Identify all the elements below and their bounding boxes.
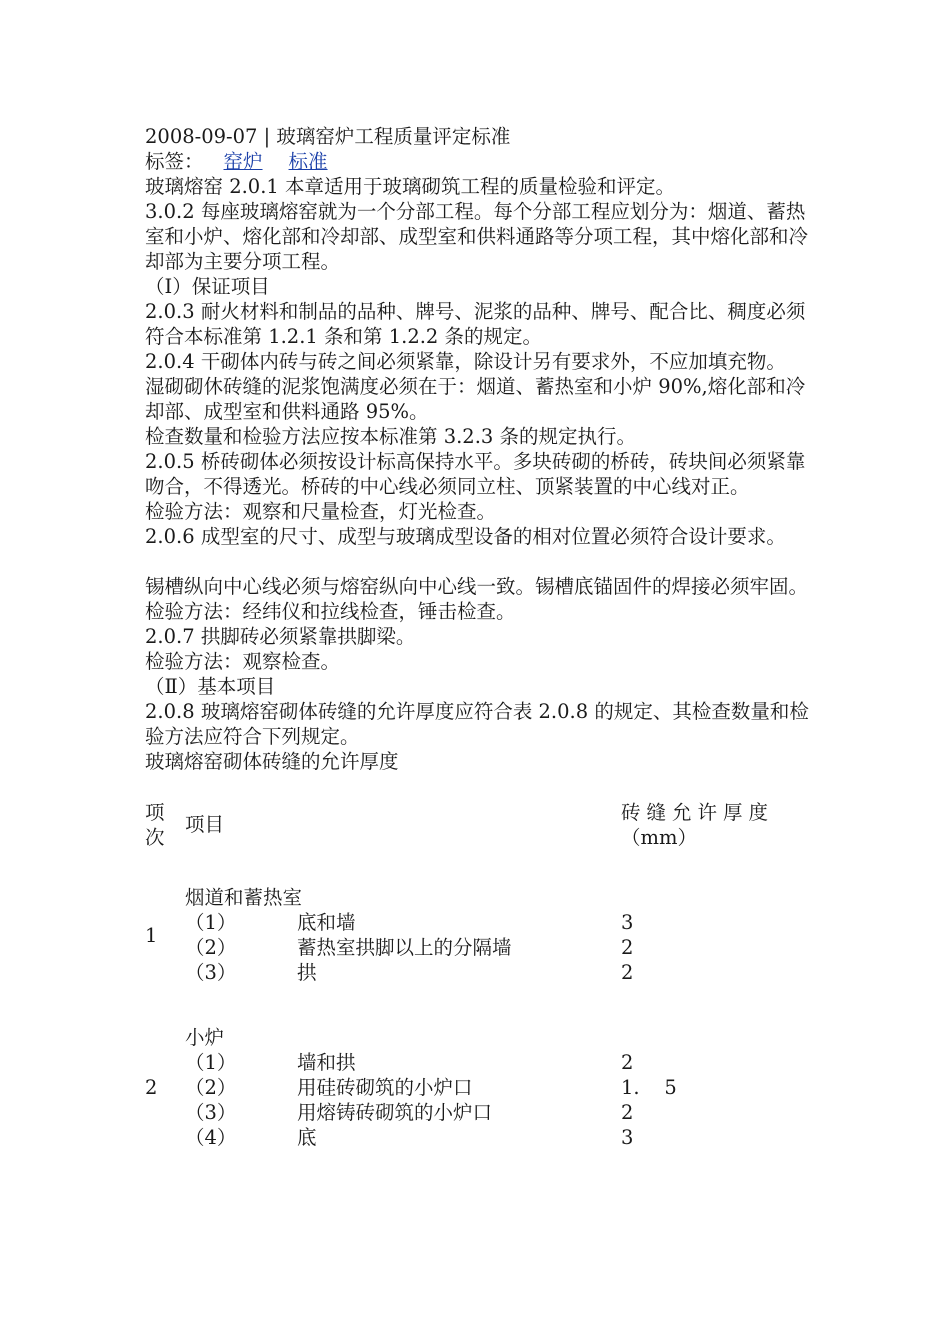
document-page [145, 124, 825, 1150]
row-name: 蓄热室拱脚以上的分隔墙 [297, 936, 512, 959]
paragraph-inspection-method-2: 检验方法：经纬仪和拉线检查，锤击检查。 [145, 600, 516, 623]
row-index: （1） [185, 911, 237, 934]
header-item: 项目 [185, 813, 225, 836]
row-value: 2 [621, 1051, 634, 1074]
table-group-1 [145, 885, 825, 985]
paragraph-inspection-method-3: 检验方法：观察检查。 [145, 650, 341, 673]
row-name: 底和墙 [297, 911, 356, 934]
tags-line [145, 149, 825, 174]
table-row [145, 910, 825, 935]
row-index: （4） [185, 1126, 237, 1149]
tag-link-kiln[interactable]: 窑炉 [223, 150, 263, 173]
tags-label: 标签： [145, 150, 204, 173]
group-title: 烟道和蓄热室 [185, 886, 303, 909]
group-title: 小炉 [185, 1026, 225, 1049]
row-index: （3） [185, 961, 237, 984]
row-name: 墙和拱 [297, 1051, 356, 1074]
row-name: 拱 [297, 961, 317, 984]
paragraph-2-0-4: 2.0.4 干砌体内砖与砖之间必须紧靠，除设计另有要求外，不应加填充物。 [145, 350, 786, 373]
paragraph-2-0-6: 2.0.6 成型室的尺寸、成型与玻璃成型设备的相对位置必须符合设计要求。 [145, 525, 786, 548]
paragraph-2-0-8: 2.0.8 玻璃熔窑砌体砖缝的允许厚度应符合表 2.0.8 的规定、其检查数量和检验方法应符合下列规定。 [145, 700, 809, 748]
table-row [145, 1050, 825, 1075]
paragraph-2-0-7: 2.0.7 拱脚砖必须紧靠拱脚梁。 [145, 625, 416, 648]
blank-line [145, 549, 825, 574]
row-name: 用熔铸砖砌筑的小炉口 [297, 1101, 493, 1124]
paragraph-inspection-qty: 检查数量和检验方法应按本标准第 3.2.3 条的规定执行。 [145, 425, 637, 448]
paragraph-2-0-3: 2.0.3 耐火材料和制品的品种、牌号、泥浆的品种、牌号、配合比、稠度必须符合本标准第 1.2.1 条和第 1.2.2 条的规定。 [145, 300, 806, 348]
header-joint-thickness-label: 砖缝允许厚度 [621, 801, 775, 824]
table-row [145, 1100, 825, 1125]
table-row [145, 1125, 825, 1150]
row-index: （3） [185, 1101, 237, 1124]
header-item-no: 项次 [145, 801, 165, 849]
paragraph-mortar: 湿砌砌休砖缝的泥浆饱满度必须在于：烟道、蓄热室和小炉 90%,熔化部和冷却部、成型室和供料通路 95%。 [145, 375, 806, 423]
joint-thickness-table [145, 800, 825, 1150]
header-unit: （mm） [621, 826, 697, 849]
section-heading-guarantee: （Ⅰ）保证项目 [145, 275, 270, 298]
table-row [145, 960, 825, 985]
group-number: 1 [145, 924, 158, 947]
row-name: 用硅砖砌筑的小炉口 [297, 1076, 473, 1099]
row-value: 2 [621, 1101, 634, 1124]
paragraph-inspection-method-1: 检验方法：观察和尺量检查，灯光检查。 [145, 500, 497, 523]
paragraph-division: 3.0.2 每座玻璃熔窑就为一个分部工程。每个分部工程应划分为：烟道、蓄热室和小炉、熔化部和冷却部、成型室和供料通路等分项工程，其中熔化部和冷却部为主要分项工程。 [145, 200, 809, 273]
header-joint-thickness [621, 800, 811, 850]
row-value: 2 [621, 936, 634, 959]
row-name: 底 [297, 1126, 317, 1149]
row-index: （1） [185, 1051, 237, 1074]
tag-link-standard[interactable]: 标准 [288, 150, 328, 173]
row-value: 2 [621, 961, 634, 984]
group-number: 2 [145, 1076, 158, 1099]
table-header [145, 800, 825, 860]
table-row [145, 935, 825, 960]
paragraph-scope: 玻璃熔窑 2.0.1 本章适用于玻璃砌筑工程的质量检验和评定。 [145, 175, 676, 198]
table-row [145, 1075, 825, 1100]
row-index: （2） [185, 936, 237, 959]
table-caption: 玻璃熔窑砌体砖缝的允许厚度 [145, 750, 399, 773]
table-group-2 [145, 1025, 825, 1150]
paragraph-tin-bath: 锡槽纵向中心线必须与熔窑纵向中心线一致。锡槽底锚固件的焊接必须牢固。 [145, 575, 809, 598]
row-value: 1. 5 [621, 1076, 677, 1099]
section-heading-basic: （Ⅱ）基本项目 [145, 675, 276, 698]
row-value: 3 [621, 911, 634, 934]
row-value: 3 [621, 1126, 634, 1149]
document-date-title: 2008-09-07 | 玻璃窑炉工程质量评定标准 [145, 125, 511, 148]
row-index: （2） [185, 1076, 237, 1099]
paragraph-2-0-5: 2.0.5 桥砖砌体必须按设计标高保持水平。多块砖砌的桥砖，砖块间必须紧靠吻合，不得透光。桥砖的中心线必须同立柱、顶紧装置的中心线对正。 [145, 450, 806, 498]
